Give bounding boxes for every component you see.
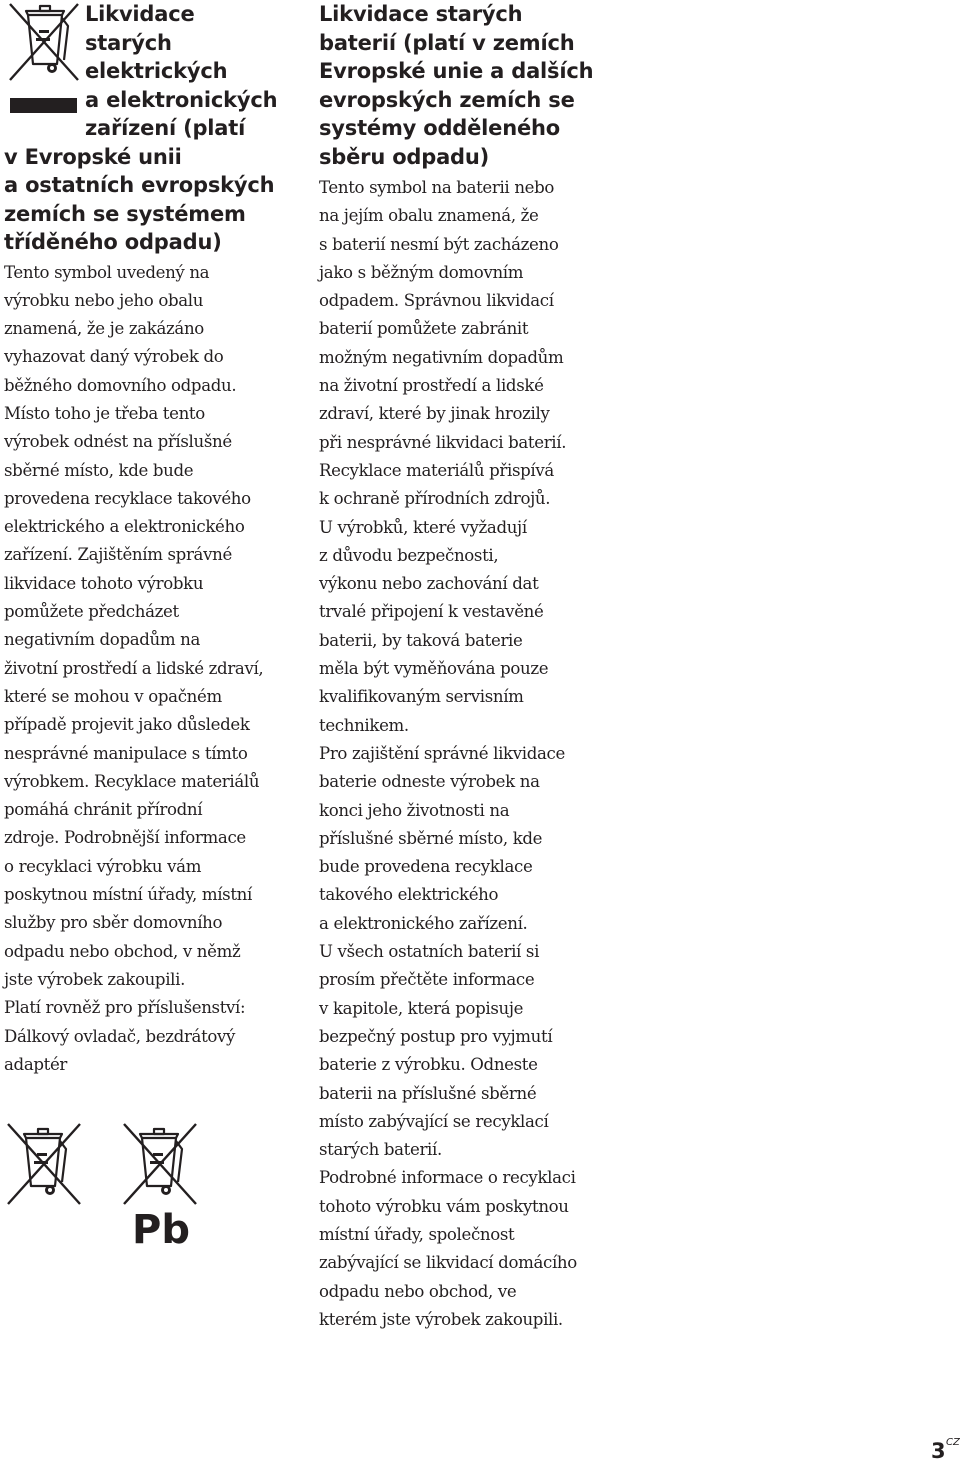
body-line: bude provedena recyklace — [319, 857, 533, 877]
heading-line: systémy odděleného — [319, 116, 560, 140]
body-line: takového elektrického — [319, 885, 499, 905]
body-line: běžného domovního odpadu. — [4, 375, 237, 395]
body-line: místní úřady, společnost — [319, 1224, 515, 1244]
body-line: výrobku nebo jeho obalu — [4, 290, 204, 310]
body-line: pomůžete předcházet — [4, 602, 179, 622]
body-line: prosím přečtěte informace — [319, 970, 535, 990]
heading-line: sběru odpadu) — [319, 144, 490, 169]
body-line: nesprávné manipulace s tímto — [4, 743, 248, 763]
page-number: 3 — [931, 1439, 946, 1463]
body-line: měla být vyměňována pouze — [319, 659, 549, 679]
battery-heading — [319, 0, 619, 171]
body-line: baterií pomůžete zabránit — [319, 319, 529, 339]
body-line: kvalifikovaným servisním — [319, 687, 524, 707]
body-line: zabývající se likvidací domácího — [319, 1253, 577, 1273]
body-line: příslušné sběrné místo, kde — [319, 828, 543, 848]
body-line: starých baterií. — [319, 1140, 442, 1160]
body-line: provedena recyklace takového — [4, 488, 251, 508]
body-line: Tento symbol na baterii nebo — [319, 178, 555, 197]
heading-line: a ostatních evropských — [4, 173, 275, 197]
heading-line: zemích se systémem — [4, 201, 246, 226]
body-line: negativním dopadům na — [4, 630, 201, 650]
body-line: znamená, že je zakázáno — [4, 319, 204, 339]
heading-line: a elektronických — [85, 87, 278, 112]
body-line: konci jeho životnosti na — [319, 800, 510, 820]
body-line: výrobkem. Recyklace materiálů — [4, 771, 260, 791]
left-column — [4, 0, 300, 1079]
heading-line: v Evropské unii — [4, 144, 182, 169]
body-line: pomáhá chránit přírodní — [4, 800, 203, 820]
body-line: baterii na příslušné sběrné — [319, 1083, 537, 1103]
pb-label: Pb — [132, 1207, 190, 1250]
weee-heading-block — [4, 0, 300, 257]
body-line: možným negativním dopadům — [319, 347, 564, 367]
body-line: při nesprávné likvidaci baterií. — [319, 432, 567, 452]
body-line: bezpečný postup pro vyjmutí — [319, 1026, 553, 1046]
body-line: případě projevit jako důsledek — [4, 715, 250, 735]
body-line: místo zabývající se recyklací — [319, 1111, 549, 1131]
body-line: z důvodu bezpečnosti, — [319, 545, 499, 565]
body-line: s baterií nesmí být zacházeno — [319, 234, 559, 254]
body-line: sběrné místo, kde bude — [4, 460, 194, 480]
body-line: o recyklaci výrobku vám — [4, 856, 202, 876]
body-line: na jejím obalu znamená, že — [319, 206, 539, 226]
body-line: zdraví, které by jinak hrozily — [319, 404, 550, 424]
body-line: a elektronického zařízení. — [319, 913, 528, 933]
heading-line: baterií (platí v zemích — [319, 30, 575, 55]
body-line: které se mohou v opačném — [4, 686, 222, 706]
body-line: služby pro sběr domovního — [4, 913, 223, 933]
body-line: odpadem. Správnou likvidací — [319, 291, 554, 311]
body-line: baterie z výrobku. Odneste — [319, 1055, 538, 1075]
weee-body-text — [4, 259, 300, 1080]
heading-line: starých — [85, 30, 172, 55]
heading-line: Evropské unie a dalších — [319, 59, 594, 83]
heading-line: elektrických — [85, 59, 228, 83]
body-line: v kapitole, která popisuje — [319, 998, 524, 1018]
body-line: adaptér — [4, 1054, 68, 1074]
body-line: Pro zajištění správné likvidace — [319, 743, 565, 763]
body-line: výrobek odnést na příslušné — [4, 432, 232, 452]
battery-body-text — [319, 174, 619, 1334]
body-line: na životní prostředí a lidské — [319, 376, 544, 396]
right-column — [319, 0, 619, 1334]
body-line: výkonu nebo zachování dat — [319, 574, 539, 594]
body-line: vyhazovat daný výrobek do — [4, 347, 224, 367]
body-line: Tento symbol uvedený na — [4, 262, 210, 282]
heading-line: Likvidace starých — [319, 2, 523, 26]
body-line: U výrobků, které vyžadují — [319, 517, 527, 537]
body-line: kterém jste výrobek zakoupili. — [319, 1309, 563, 1329]
body-line: trvalé připojení k vestavěné — [319, 602, 544, 622]
body-line: baterii, by taková baterie — [319, 630, 523, 650]
crossed-out-wheelie-bin-icon — [4, 0, 80, 115]
body-line: Podrobné informace o recyklaci — [319, 1168, 576, 1188]
body-line: odpadu nebo obchod, ve — [319, 1281, 517, 1301]
body-line: Dálkový ovladač, bezdrátový — [4, 1026, 236, 1046]
body-line: tohoto výrobku vám poskytnou — [319, 1196, 569, 1216]
body-line: baterie odneste výrobek na — [319, 772, 540, 792]
body-line: zařízení. Zajištěním správné — [4, 545, 232, 565]
body-line: Místo toho je třeba tento — [4, 403, 205, 423]
weee-battery-symbols — [4, 1122, 204, 1250]
language-code: CZ — [946, 1437, 960, 1448]
body-line: likvidace tohoto výrobku — [4, 573, 204, 593]
heading-line: evropských zemích se — [319, 87, 575, 112]
crossed-out-wheelie-bin-icon — [8, 1124, 80, 1204]
body-line: U všech ostatních baterií si — [319, 942, 540, 962]
body-line: Platí rovněž pro příslušenství: — [4, 998, 246, 1018]
heading-line: zařízení (platí — [85, 116, 246, 140]
heading-line: Likvidace — [85, 2, 195, 26]
crossed-out-wheelie-bin-pb-icon — [124, 1124, 196, 1250]
body-line: zdroje. Podrobnější informace — [4, 828, 246, 848]
body-line: k ochraně přírodních zdrojů. — [319, 489, 551, 509]
body-line: životní prostředí a lidské zdraví, — [4, 658, 264, 678]
body-line: elektrického a elektronického — [4, 517, 245, 537]
body-line: poskytnou místní úřady, místní — [4, 885, 252, 905]
body-line: technikem. — [319, 715, 409, 735]
body-line: jste výrobek zakoupili. — [4, 969, 186, 989]
body-line: Recyklace materiálů přispívá — [319, 460, 554, 480]
body-line: jako s běžným domovním — [319, 262, 524, 282]
body-line: odpadu nebo obchod, v němž — [4, 941, 241, 961]
heading-line: tříděného odpadu) — [4, 230, 222, 254]
